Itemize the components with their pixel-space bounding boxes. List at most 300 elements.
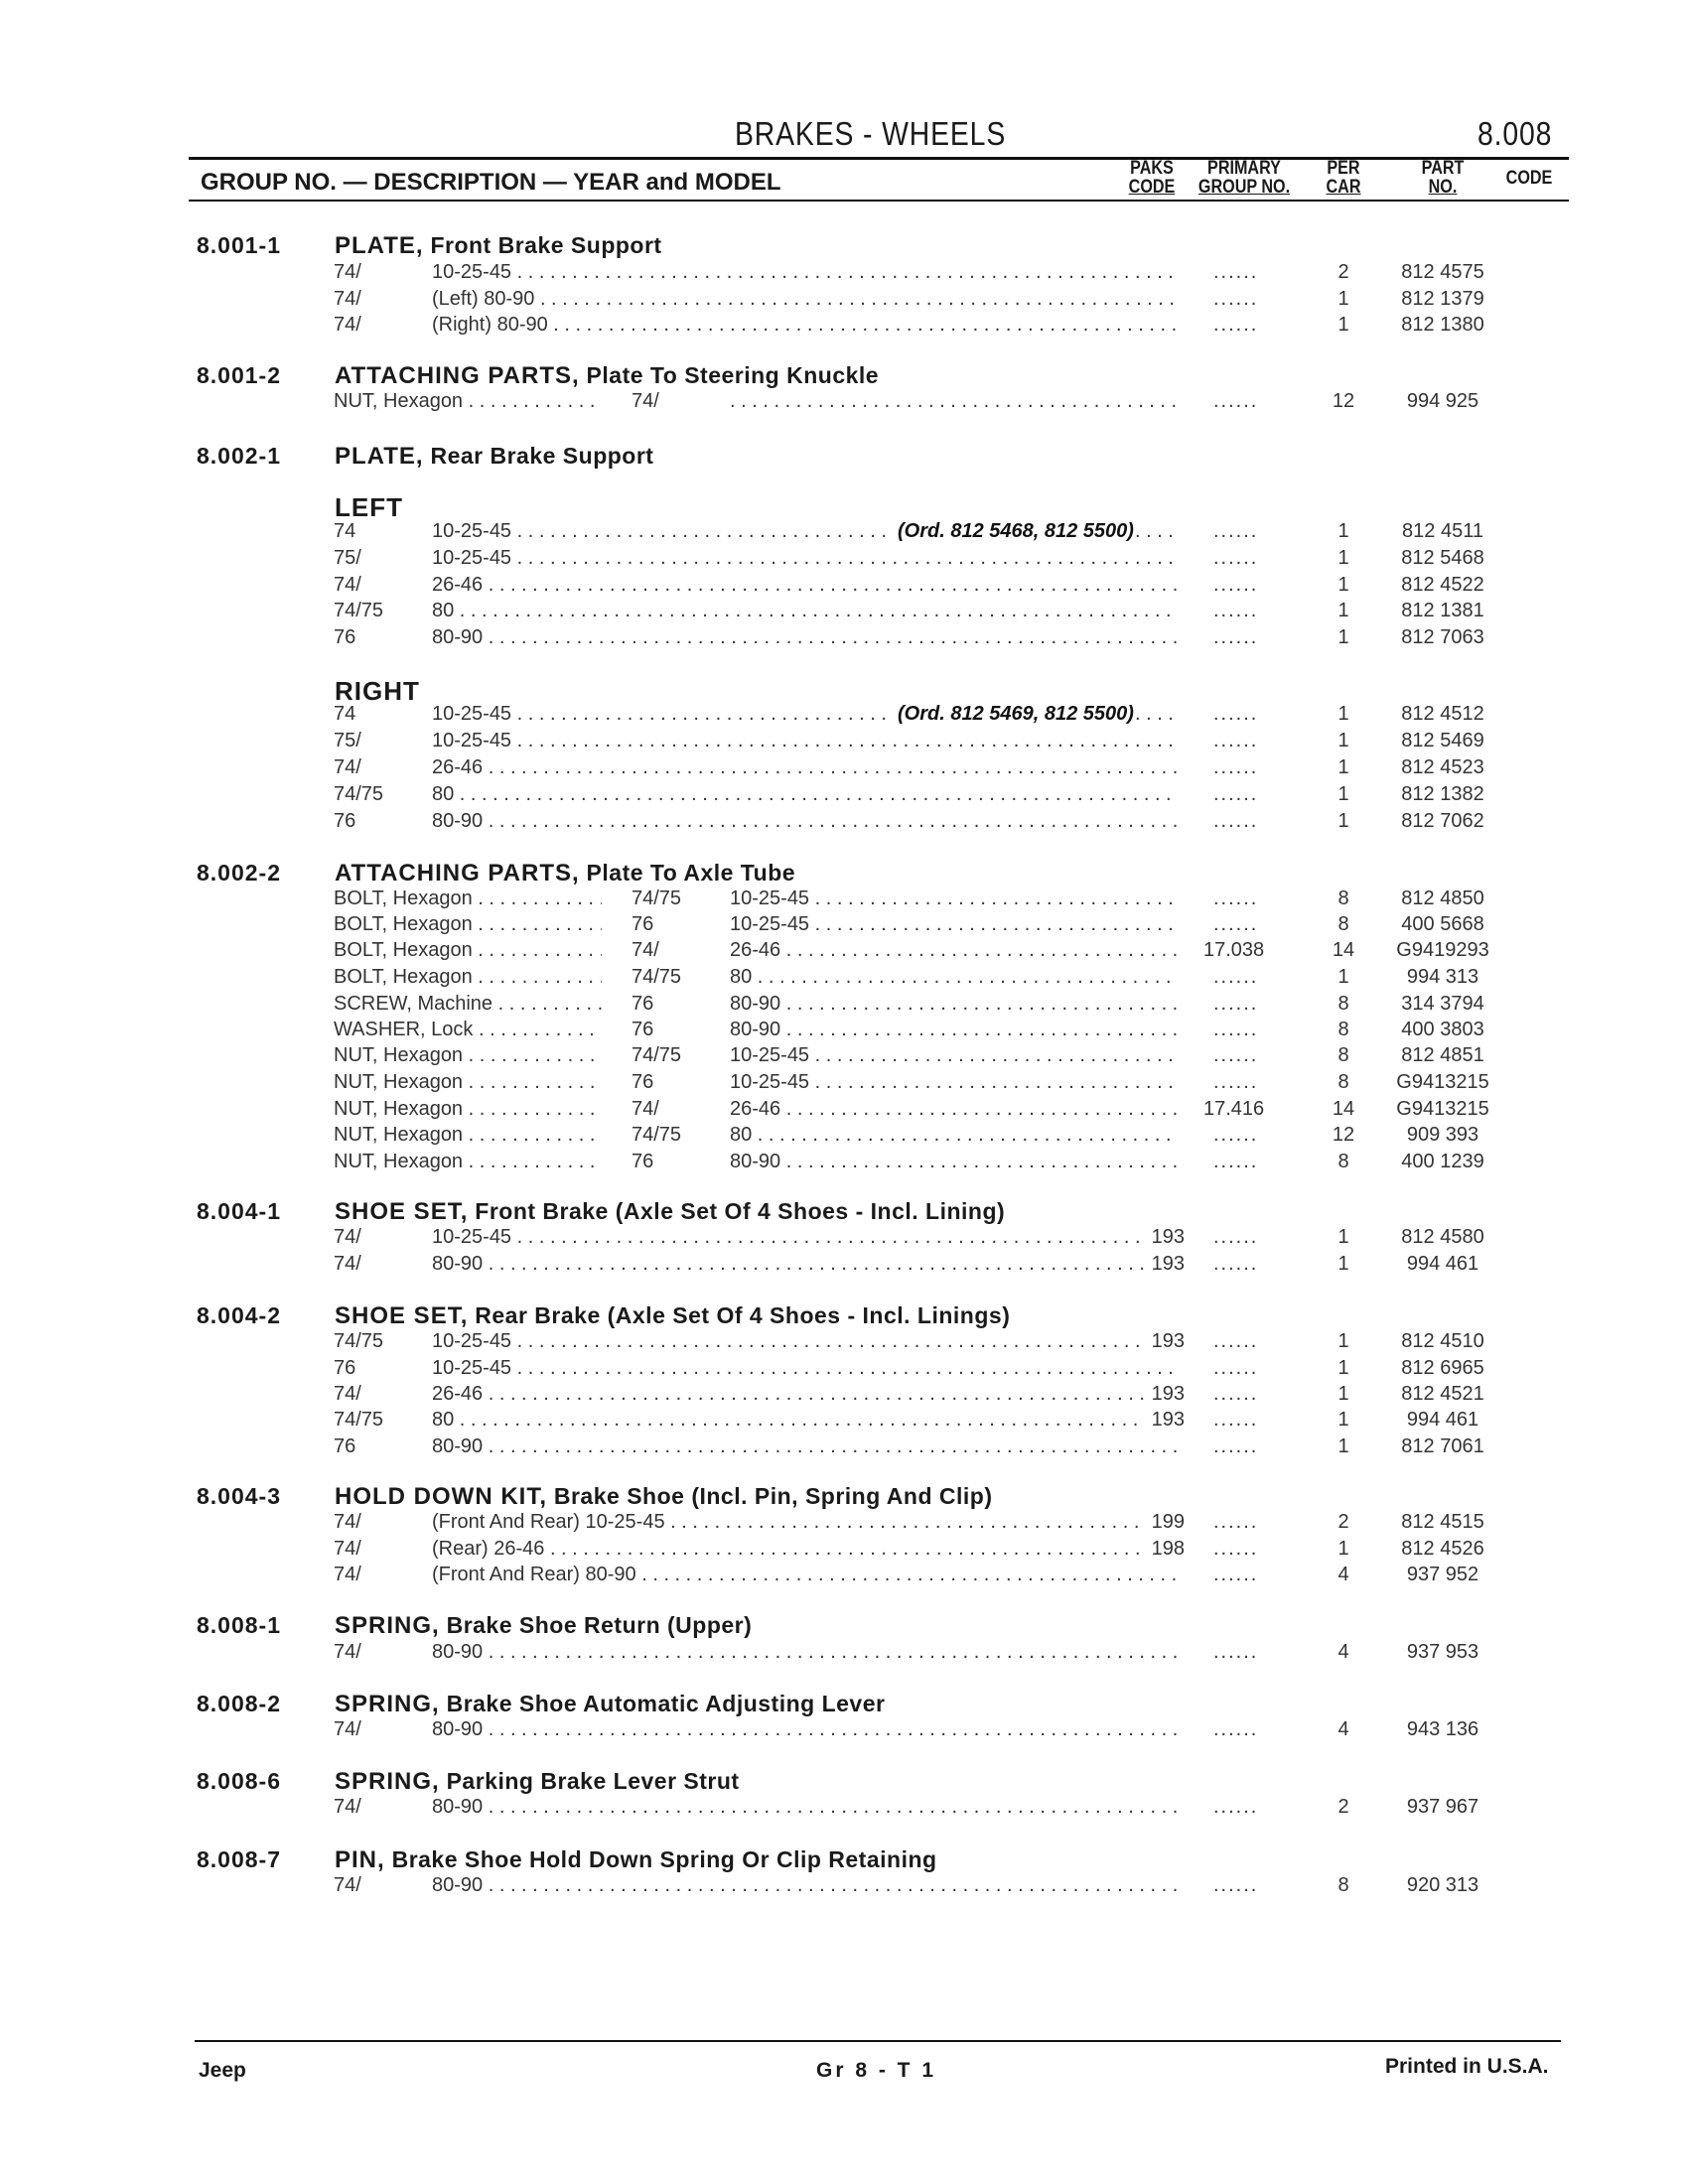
model (432, 288, 1177, 311)
part-number: 812 7062 (1401, 810, 1484, 832)
table-row (0, 1071, 1688, 1099)
table-row (0, 703, 1688, 731)
model-text: 10-25-45 (432, 1357, 512, 1379)
model (432, 626, 1177, 649)
year: 76 (632, 1151, 654, 1172)
year: 74 (334, 703, 356, 725)
year: 74/ (334, 1564, 361, 1585)
primary-group-dots: ...... (1213, 1226, 1259, 1248)
primary-group-dots: ...... (1213, 520, 1259, 542)
year: 74 (334, 520, 356, 542)
part-number: 812 4512 (1401, 703, 1484, 725)
primary-group-dots: ...... (1213, 913, 1259, 935)
year: 74/ (334, 1538, 361, 1560)
model-text: 10-25-45 (432, 520, 512, 542)
per-car: 2 (1337, 1511, 1349, 1533)
model (432, 1330, 1177, 1353)
model: 26-46 . . . (730, 939, 1177, 962)
part-number: 812 5469 (1401, 730, 1484, 751)
model-text: 10-25-45 (432, 1330, 512, 1352)
per-car: 1 (1337, 756, 1349, 778)
part-number: 812 4521 (1401, 1383, 1484, 1405)
model: 80 . . . (730, 1124, 1177, 1147)
table-row (0, 261, 1688, 289)
per-car: 1 (1337, 1435, 1349, 1457)
subsection-label: LEFT (335, 492, 403, 522)
section-name: PLATE, (335, 443, 424, 470)
part-name: SCREW, Machine . . . (334, 993, 602, 1016)
model: 26-46 . . . (730, 1098, 1177, 1121)
model-text: 80-90 (432, 1718, 484, 1740)
primary-group-dots: ...... (1213, 547, 1259, 569)
model (432, 314, 1177, 337)
year: 74/ (334, 1718, 361, 1740)
part-number: 812 1381 (1401, 600, 1484, 621)
section-name: SPRING, (335, 1768, 440, 1795)
table-row (0, 966, 1688, 994)
model (432, 1253, 1177, 1276)
table-row (0, 730, 1688, 757)
per-car: 12 (1332, 390, 1355, 412)
section-description: Brake Shoe Hold Down Spring Or Clip Retaining (391, 1846, 937, 1872)
group-number: 8.008-1 (197, 1612, 282, 1638)
primary-group-dots: ...... (1213, 756, 1259, 778)
part-name: BOLT, Hexagon . . . (334, 887, 602, 910)
subsection-label: RIGHT (335, 676, 420, 706)
section-heading (335, 1198, 1005, 1226)
primary-group-dots: ...... (1213, 574, 1259, 596)
per-car: 8 (1337, 913, 1349, 935)
section-name: PIN, (335, 1846, 385, 1873)
year: 74/ (334, 314, 361, 336)
section-heading (335, 1691, 885, 1718)
section-description: Rear Brake (Axle Set Of 4 Shoes - Incl. Linings) (475, 1302, 1011, 1328)
section-name: ATTACHING PARTS, (335, 860, 580, 887)
column-header-part (1413, 159, 1473, 197)
year: 74/ (334, 1641, 361, 1663)
per-car: 1 (1337, 547, 1349, 569)
model: 10-25-45 . . . (730, 887, 1177, 910)
per-car: 1 (1337, 1330, 1349, 1352)
section-heading (335, 860, 795, 887)
section-description: Front Brake (Axle Set Of 4 Shoes - Incl. Lining) (475, 1198, 1006, 1224)
paks-code: 198 (1145, 1538, 1185, 1561)
paks-code: 193 (1145, 1383, 1185, 1406)
part-number: 812 4526 (1401, 1538, 1484, 1560)
year: 74/ (334, 1511, 361, 1533)
per-line-1: PER (1327, 158, 1360, 179)
part-number: 812 5468 (1401, 547, 1484, 569)
section-heading (335, 443, 653, 471)
per-car: 8 (1337, 1044, 1349, 1066)
section-description: Brake Shoe Return (Upper) (446, 1612, 753, 1638)
paks-line-2: CODE (1128, 177, 1176, 198)
model-text: 26-46 (432, 574, 484, 596)
model (432, 1564, 1177, 1586)
column-header-primary (1197, 159, 1291, 197)
section-heading (335, 1846, 937, 1874)
part-number: 812 6965 (1401, 1357, 1484, 1379)
per-car: 1 (1337, 1253, 1349, 1275)
primary-group-dots: ...... (1213, 1357, 1259, 1379)
per-car: 12 (1332, 1124, 1355, 1146)
part-number: 943 136 (1406, 1718, 1479, 1740)
group-number: 8.008-6 (197, 1768, 282, 1794)
model (432, 261, 1177, 284)
year: 74/75 (334, 1409, 384, 1431)
primary-group-dots: ...... (1213, 261, 1259, 283)
table-row (0, 1226, 1688, 1254)
per-car: 1 (1337, 626, 1349, 648)
column-header-code: CODE (1505, 168, 1553, 189)
per-car: 1 (1337, 600, 1349, 621)
part-number: G9413215 (1396, 1098, 1489, 1120)
section-heading (335, 1768, 740, 1796)
page-number: 8.008 (1477, 115, 1553, 152)
per-car: 8 (1337, 1019, 1349, 1040)
model-text: 80-90 (432, 626, 484, 648)
part-name: NUT, Hexagon . . . (334, 1044, 602, 1067)
per-car: 8 (1337, 1071, 1349, 1093)
group-number: 8.004-2 (197, 1302, 282, 1328)
part-number: 812 1380 (1401, 314, 1484, 336)
year: 74/ (632, 939, 659, 961)
model: 80 . . . (730, 966, 1177, 989)
column-header-paks (1127, 159, 1178, 197)
table-row (0, 913, 1688, 941)
per-car: 8 (1337, 993, 1349, 1015)
year: 74/75 (632, 887, 682, 909)
part-number: 812 4523 (1401, 756, 1484, 778)
model-text: 80 (432, 600, 455, 621)
part-line-2: NO. (1428, 177, 1458, 198)
model-text: (Rear) 26-46 (432, 1538, 545, 1560)
part-number: 400 3803 (1401, 1019, 1484, 1040)
per-car: 1 (1337, 1538, 1349, 1560)
part-number: 812 1379 (1401, 288, 1484, 310)
year: 74/75 (334, 1330, 384, 1352)
section-description: Brake Shoe (Incl. Pin, Spring And Clip) (553, 1483, 993, 1509)
part-number: 994 313 (1406, 966, 1479, 988)
year: 76 (334, 626, 356, 648)
model-text: 10-25-45 (432, 1226, 512, 1248)
section-name: SHOE SET, (335, 1198, 469, 1225)
section-description: Plate To Axle Tube (586, 860, 796, 886)
primary-group-dots: ...... (1213, 810, 1259, 832)
model-text: 80 (432, 1409, 455, 1431)
model (432, 574, 1177, 597)
part-number: 812 4851 (1401, 1044, 1484, 1066)
primary-group-dots: ...... (1213, 288, 1259, 310)
primary-group-dots: ...... (1213, 1019, 1259, 1040)
model (432, 1409, 1177, 1432)
per-car: 2 (1337, 261, 1349, 283)
primary-group-dots: ...... (1213, 626, 1259, 648)
part-number: G9413215 (1396, 1071, 1489, 1093)
table-row (0, 520, 1688, 548)
part-number: 812 1382 (1401, 783, 1484, 805)
primary-group-dots: ...... (1213, 1330, 1259, 1352)
per-car: 14 (1332, 939, 1355, 961)
model-text: (Right) 80-90 (432, 314, 548, 336)
bottom-rule (195, 2040, 1561, 2042)
year: 76 (632, 1019, 654, 1040)
table-row (0, 1019, 1688, 1046)
part-number: 400 5668 (1401, 913, 1484, 935)
primary-group-dots: ...... (1213, 1874, 1259, 1896)
part-number: 812 4850 (1401, 887, 1484, 909)
part-number: 812 4580 (1401, 1226, 1484, 1248)
group-number: 8.001-2 (197, 362, 282, 388)
model (432, 1538, 1177, 1561)
per-car: 1 (1337, 314, 1349, 336)
per-car: 1 (1337, 574, 1349, 596)
group-number: 8.002-2 (197, 860, 282, 886)
year: 74/ (334, 261, 361, 283)
table-row (0, 1538, 1688, 1566)
table-row (0, 1409, 1688, 1436)
primary-group-dots: ...... (1213, 783, 1259, 805)
table-row (0, 1151, 1688, 1178)
order-note: (Ord. 812 5468, 812 5500) (894, 520, 1134, 543)
year: 74/ (334, 1874, 361, 1896)
year: 74/75 (632, 966, 682, 988)
model-text: 80-90 (432, 1435, 484, 1457)
table-row (0, 1511, 1688, 1539)
group-number: 8.004-3 (197, 1483, 282, 1509)
model (432, 1357, 1177, 1380)
section-name: ATTACHING PARTS, (335, 362, 580, 389)
model-text: 10-25-45 (432, 547, 512, 569)
model: 10-25-45 . . . (730, 913, 1177, 936)
section-description: Parking Brake Lever Strut (446, 1768, 740, 1794)
primary-group-dots: ...... (1213, 1409, 1259, 1431)
year: 74/ (334, 1226, 361, 1248)
part-number: 920 313 (1406, 1874, 1479, 1896)
part-number: 994 461 (1406, 1409, 1479, 1431)
year: 76 (632, 993, 654, 1015)
part-name: BOLT, Hexagon . . . (334, 913, 602, 936)
part-number: 812 4522 (1401, 574, 1484, 596)
section-description: Front Brake Support (430, 232, 662, 258)
model-text: 10-25-45 (432, 730, 512, 751)
model-text: 80-90 (432, 1253, 484, 1275)
page-title: BRAKES - WHEELS (735, 115, 1007, 152)
year: 74/75 (632, 1044, 682, 1066)
model (432, 756, 1177, 779)
part-number: 994 461 (1406, 1253, 1479, 1275)
per-car: 8 (1337, 887, 1349, 909)
model-text: 80-90 (432, 1874, 484, 1896)
year: 74/ (334, 288, 361, 310)
model: 80-90 . . . (730, 1151, 1177, 1173)
part-number: 812 7063 (1401, 626, 1484, 648)
table-row (0, 1098, 1688, 1126)
model: 80-90 . . . (730, 993, 1177, 1016)
part-name: BOLT, Hexagon . . . (334, 966, 602, 989)
part-number: 909 393 (1406, 1124, 1479, 1146)
model (432, 547, 1177, 570)
table-row (0, 547, 1688, 575)
part-name: WASHER, Lock . . . (334, 1019, 602, 1041)
paks-code: 193 (1145, 1226, 1185, 1249)
per-car: 4 (1337, 1641, 1349, 1663)
model-text: 80-90 (432, 810, 484, 832)
section-name: SPRING, (335, 1691, 440, 1717)
part-number: 937 953 (1406, 1641, 1479, 1663)
table-row (0, 1253, 1688, 1281)
part-number: 937 967 (1406, 1796, 1479, 1818)
table-row (0, 390, 1688, 418)
year: 74/ (334, 1383, 361, 1405)
primary-group-dots: ...... (1213, 966, 1259, 988)
year: 76 (632, 1071, 654, 1093)
part-name: NUT, Hexagon . . . (334, 390, 602, 413)
primary-group-dots: ...... (1213, 600, 1259, 621)
per-car: 8 (1337, 1151, 1349, 1172)
table-row (0, 783, 1688, 811)
primary-group-dots: ...... (1213, 1538, 1259, 1560)
primary-group-dots: ...... (1213, 703, 1259, 725)
column-header-group: GROUP NO. — DESCRIPTION — YEAR and MODEL (201, 169, 781, 196)
model (432, 1511, 1177, 1534)
table-row (0, 1383, 1688, 1411)
primary-group-dots: ...... (1213, 390, 1259, 412)
paks-code: 193 (1145, 1409, 1185, 1432)
table-row (0, 288, 1688, 316)
section-heading (335, 362, 879, 390)
per-car: 1 (1337, 1409, 1349, 1431)
per-car: 1 (1337, 703, 1349, 725)
group-number: 8.004-1 (197, 1198, 282, 1224)
year: 74/75 (632, 1124, 682, 1146)
part-number: 400 1239 (1401, 1151, 1484, 1172)
table-row (0, 1044, 1688, 1072)
model (432, 1226, 1177, 1249)
model-text: 80 (432, 783, 455, 805)
table-row (0, 887, 1688, 915)
part-number: 812 4515 (1401, 1511, 1484, 1533)
per-line-2: CAR (1326, 177, 1361, 198)
table-row (0, 1357, 1688, 1385)
model (432, 1796, 1177, 1819)
primary-group-dots: ...... (1213, 730, 1259, 751)
per-car: 1 (1337, 520, 1349, 542)
per-car: 1 (1337, 730, 1349, 751)
model: 10-25-45 . . . (730, 1044, 1177, 1067)
header-rule (189, 200, 1569, 202)
part-number: 812 4511 (1402, 520, 1483, 542)
year: 76 (334, 1435, 356, 1457)
part-line-1: PART (1421, 158, 1465, 179)
per-car: 1 (1337, 1383, 1349, 1405)
model-text: 10-25-45 (432, 703, 512, 725)
paks-code: 193 (1145, 1253, 1185, 1276)
primary-group-dots: ...... (1213, 1253, 1259, 1275)
primary-group-dots: ...... (1213, 1151, 1259, 1172)
table-row (0, 939, 1688, 967)
part-name: BOLT, Hexagon . . . (334, 939, 602, 962)
model (432, 1641, 1177, 1664)
paks-line-1: PAKS (1130, 158, 1174, 179)
primary-group-dots: ...... (1213, 1124, 1259, 1146)
model (432, 810, 1177, 833)
part-number: 812 4510 (1401, 1330, 1484, 1352)
section-description: Rear Brake Support (430, 443, 654, 469)
table-row (0, 810, 1688, 838)
table-row (0, 756, 1688, 784)
part-name: NUT, Hexagon . . . (334, 1151, 602, 1173)
model (730, 390, 1177, 413)
table-row (0, 314, 1688, 341)
model-text: (Left) 80-90 (432, 288, 535, 310)
paks-code: 193 (1145, 1330, 1185, 1353)
model-text: (Front And Rear) 80-90 (432, 1564, 636, 1585)
table-row (0, 574, 1688, 602)
model (432, 1718, 1177, 1741)
primary-group-dots: ...... (1213, 887, 1259, 909)
year: 75/ (334, 547, 361, 569)
table-row (0, 1796, 1688, 1824)
part-number: 812 4575 (1401, 261, 1484, 283)
table-row (0, 1435, 1688, 1463)
table-row (0, 600, 1688, 627)
section-heading (335, 1483, 993, 1511)
per-car: 1 (1337, 288, 1349, 310)
part-number: G9419293 (1396, 939, 1489, 961)
table-row (0, 1718, 1688, 1746)
per-car: 1 (1337, 1357, 1349, 1379)
primary-group-dots: ...... (1213, 1044, 1259, 1066)
primary-group-dots: ...... (1213, 1071, 1259, 1093)
footer-brand: Jeep (199, 2059, 246, 2082)
primary-group: 17.416 (1203, 1098, 1265, 1120)
year: 76 (334, 1357, 356, 1379)
part-name: NUT, Hexagon . . . (334, 1071, 602, 1094)
part-number: 812 7061 (1401, 1435, 1484, 1457)
section-heading (335, 1302, 1010, 1330)
per-car: 1 (1337, 783, 1349, 805)
section-name: SPRING, (335, 1612, 440, 1639)
group-number: 8.001-1 (197, 232, 282, 258)
per-car: 2 (1337, 1796, 1349, 1818)
table-row (0, 1641, 1688, 1669)
group-number: 8.008-2 (197, 1691, 282, 1716)
model: 10-25-45 . . . (730, 1071, 1177, 1094)
primary-line-1: PRIMARY (1207, 158, 1281, 179)
per-car: 1 (1337, 966, 1349, 988)
year: 74/75 (334, 783, 384, 805)
section-name: PLATE, (335, 232, 424, 259)
per-car: 8 (1337, 1874, 1349, 1896)
table-row (0, 1330, 1688, 1358)
year: 74/ (632, 1098, 659, 1120)
part-name: NUT, Hexagon . . . (334, 1098, 602, 1121)
column-header-per (1324, 159, 1362, 197)
table-row (0, 993, 1688, 1021)
primary-group-dots: ...... (1213, 1383, 1259, 1405)
model-text: 80-90 (432, 1641, 484, 1663)
table-row (0, 626, 1688, 654)
part-number: 314 3794 (1401, 993, 1484, 1015)
part-number: 937 952 (1406, 1564, 1479, 1585)
primary-line-2: GROUP NO. (1197, 177, 1291, 198)
model-text: 10-25-45 (432, 261, 512, 283)
per-car: 4 (1337, 1564, 1349, 1585)
model (432, 730, 1177, 752)
primary-group: 17.038 (1203, 939, 1265, 961)
footer-printed: Printed in U.S.A. (1385, 2055, 1549, 2078)
